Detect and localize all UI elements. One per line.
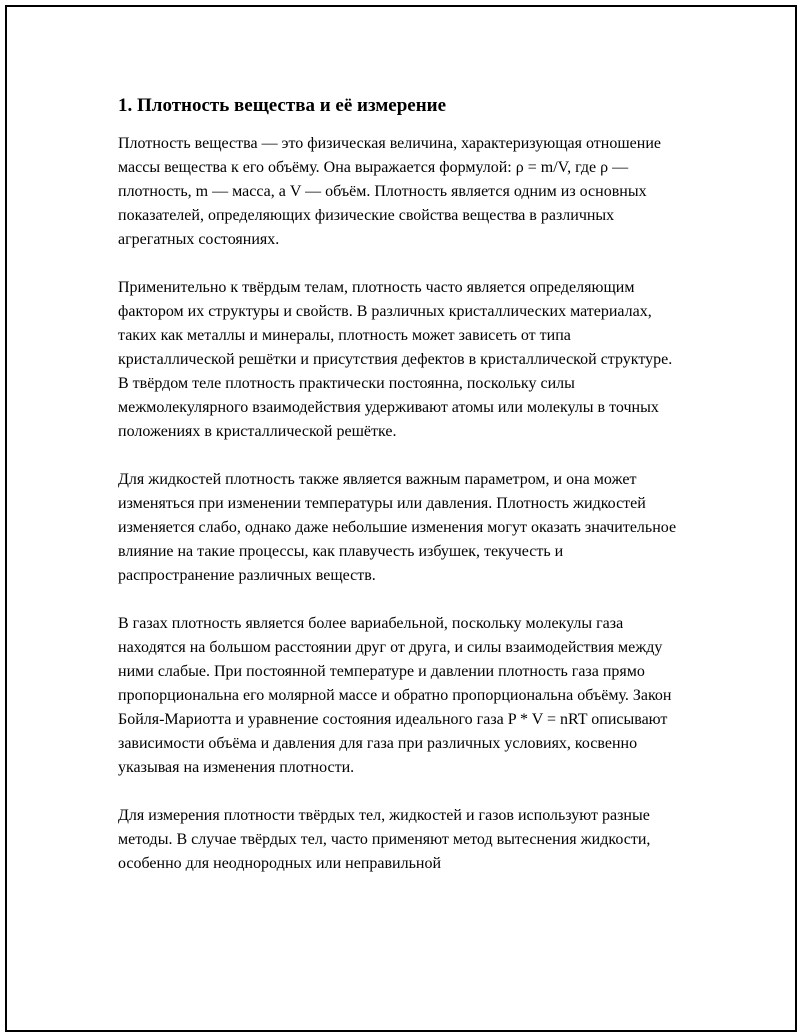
paragraph-solids: Применительно к твёрдым телам, плотность часто является определяющим фактором их структуры и свойств. В различных кристаллических материалах, таких как металлы и минералы, плотность может зависеть от типа кристаллической решётки и присутствия дефектов в кристаллической структуре. В твёрдом теле плотность практически постоянна, поскольку силы межмолекулярного взаимодействия удерживают атомы или молекулы в точных положениях в кристаллической решётке. bbox=[118, 279, 673, 440]
paragraph-liquids: Для жидкостей плотность также является важным параметром, и она может изменяться при изменении температуры или давления. Плотность жидкостей изменяется слабо, однако даже небольшие изменения могут оказать значительное влияние на такие процессы, как плавучесть избушек, текучесть и распространение различных веществ. bbox=[118, 471, 677, 584]
paragraph-density-definition: Плотность вещества — это физическая величина, характеризующая отношение массы вещества к его объёму. Она выражается формулой: ρ = m/V, где ρ — плотность, m — масса, а V — объём. Плотность является одним из основных показателей, определяющих физические свойства вещества в различных агрегатных состояниях. bbox=[118, 135, 661, 248]
paragraph-measurement: Для измерения плотности твёрдых тел, жидкостей и газов используют разные методы. В случае твёрдых тел, часто применяют метод вытеснения жидкости, особенно для неоднородных или неправильной bbox=[118, 807, 651, 872]
paragraph-gases: В газах плотность является более вариабельной, поскольку молекулы газа находятся на большом расстоянии друг от друга, и силы взаимодействия между ними слабые. При постоянной температуре и давлении плотность газа прямо пропорциональна его молярной массе и обратно пропорциональна объёму. Закон Бойля-Мариотта и уравнение состояния идеального газа P * V = nRT описывают зависимости объёма и давления для газа при различных условиях, косвенно указывая на изменения плотности. bbox=[118, 615, 672, 776]
document-body bbox=[118, 92, 678, 900]
section-heading: 1. Плотность вещества и её измерение bbox=[118, 95, 447, 116]
